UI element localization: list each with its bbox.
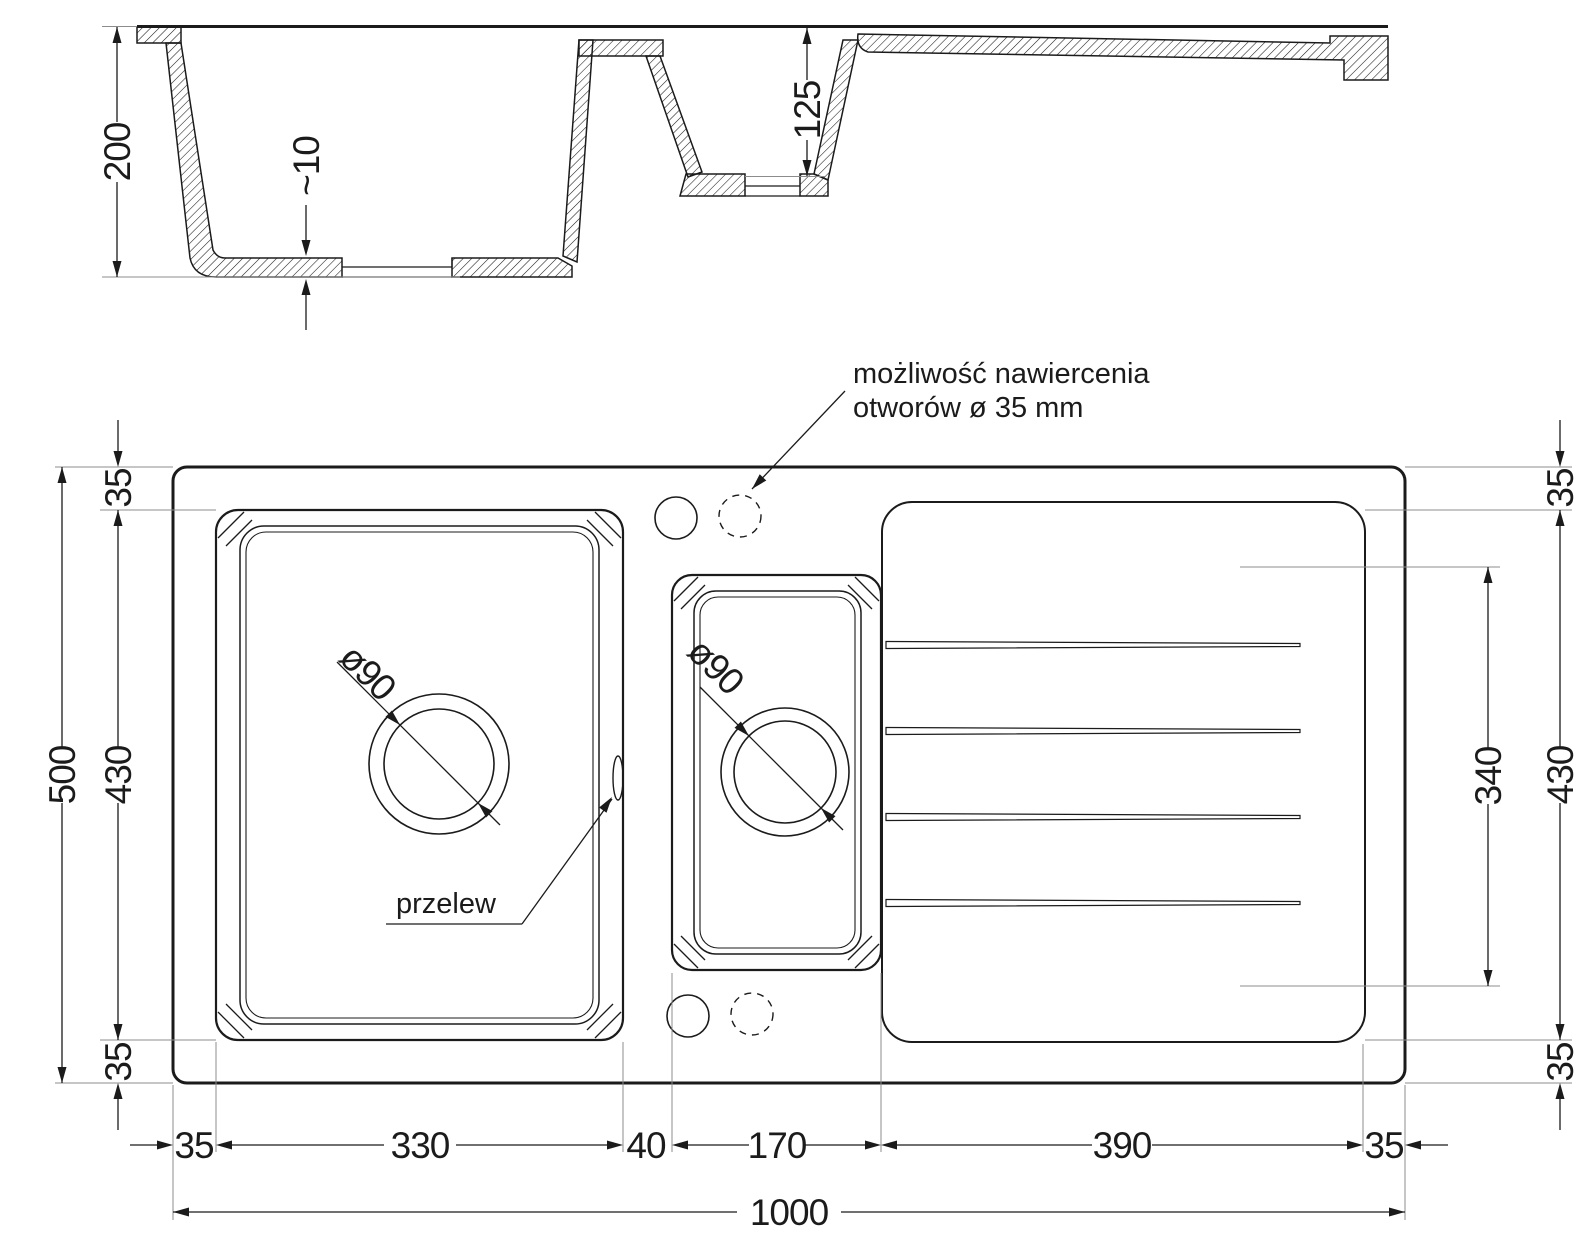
- section-main-bowl-right-wall: [563, 40, 593, 262]
- dim-left-top-35: 35: [97, 468, 139, 508]
- small-bowl: [672, 575, 881, 970]
- section-dim-small-bowl-depth: [745, 28, 828, 177]
- section-left-rim: [137, 27, 181, 43]
- optional-hole-top: [719, 495, 761, 537]
- section-dim-bottom-thickness: [286, 136, 327, 330]
- dim-bottom-390: 390: [1092, 1124, 1152, 1166]
- overflow-label: przelew: [396, 888, 496, 920]
- dim-height-500: 500: [41, 745, 83, 805]
- drainboard-ribs: [886, 642, 1300, 907]
- plan-view: [42, 358, 1581, 1233]
- dim-depth-200: 200: [96, 122, 138, 182]
- dim-bottom-40: 40: [626, 1124, 666, 1166]
- drainboard: [882, 502, 1365, 1042]
- dim-left-bottom-35: 35: [97, 1042, 139, 1082]
- tap-hole-top: [655, 497, 697, 539]
- dim-bottom-330: 330: [390, 1124, 450, 1166]
- drill-note-line1: możliwość nawiercenia: [853, 358, 1150, 390]
- drill-note: [752, 358, 1150, 489]
- section-small-bowl-floor-left: [680, 174, 745, 196]
- section-divider-cap: [579, 40, 663, 56]
- dim-small-drain-diameter: ø90: [679, 630, 752, 703]
- main-bowl-corner-chamfers: [218, 512, 621, 1038]
- dim-left-430: 430: [97, 745, 139, 805]
- dims-left: [42, 420, 216, 1130]
- dim-right-top-35: 35: [1539, 468, 1581, 508]
- dim-bottom-170: 170: [747, 1124, 807, 1166]
- dim-drainboard-340: 340: [1467, 746, 1509, 806]
- optional-hole-bottom: [731, 993, 773, 1035]
- dims-bottom: [130, 973, 1448, 1233]
- dim-main-drain-diameter: ø90: [331, 636, 404, 709]
- sink-outer-edge: [173, 467, 1405, 1083]
- dim-bottom-35-left: 35: [174, 1124, 214, 1166]
- section-small-drain-recess: [745, 186, 800, 196]
- overflow-slot: [613, 756, 623, 800]
- section-small-bowl-left-wall: [646, 56, 702, 177]
- tap-hole-bottom: [667, 995, 709, 1037]
- section-view: [97, 27, 1388, 331]
- main-bowl: [216, 510, 623, 1040]
- drill-note-line2: otworów ø 35 mm: [853, 392, 1084, 424]
- dim-thickness-10: ~10: [285, 136, 327, 196]
- section-main-drain-recess: [342, 258, 452, 277]
- dim-width-1000: 1000: [749, 1191, 829, 1233]
- section-dim-total-depth: [97, 27, 460, 278]
- section-main-bowl-floor-right: [452, 258, 572, 277]
- dim-right-430: 430: [1539, 745, 1581, 805]
- dims-right: [1240, 420, 1581, 1130]
- dim-small-depth-125: 125: [786, 80, 828, 140]
- section-drainboard-slab: [858, 34, 1388, 80]
- dim-right-bottom-35: 35: [1539, 1042, 1581, 1082]
- dim-bottom-35-right: 35: [1364, 1124, 1404, 1166]
